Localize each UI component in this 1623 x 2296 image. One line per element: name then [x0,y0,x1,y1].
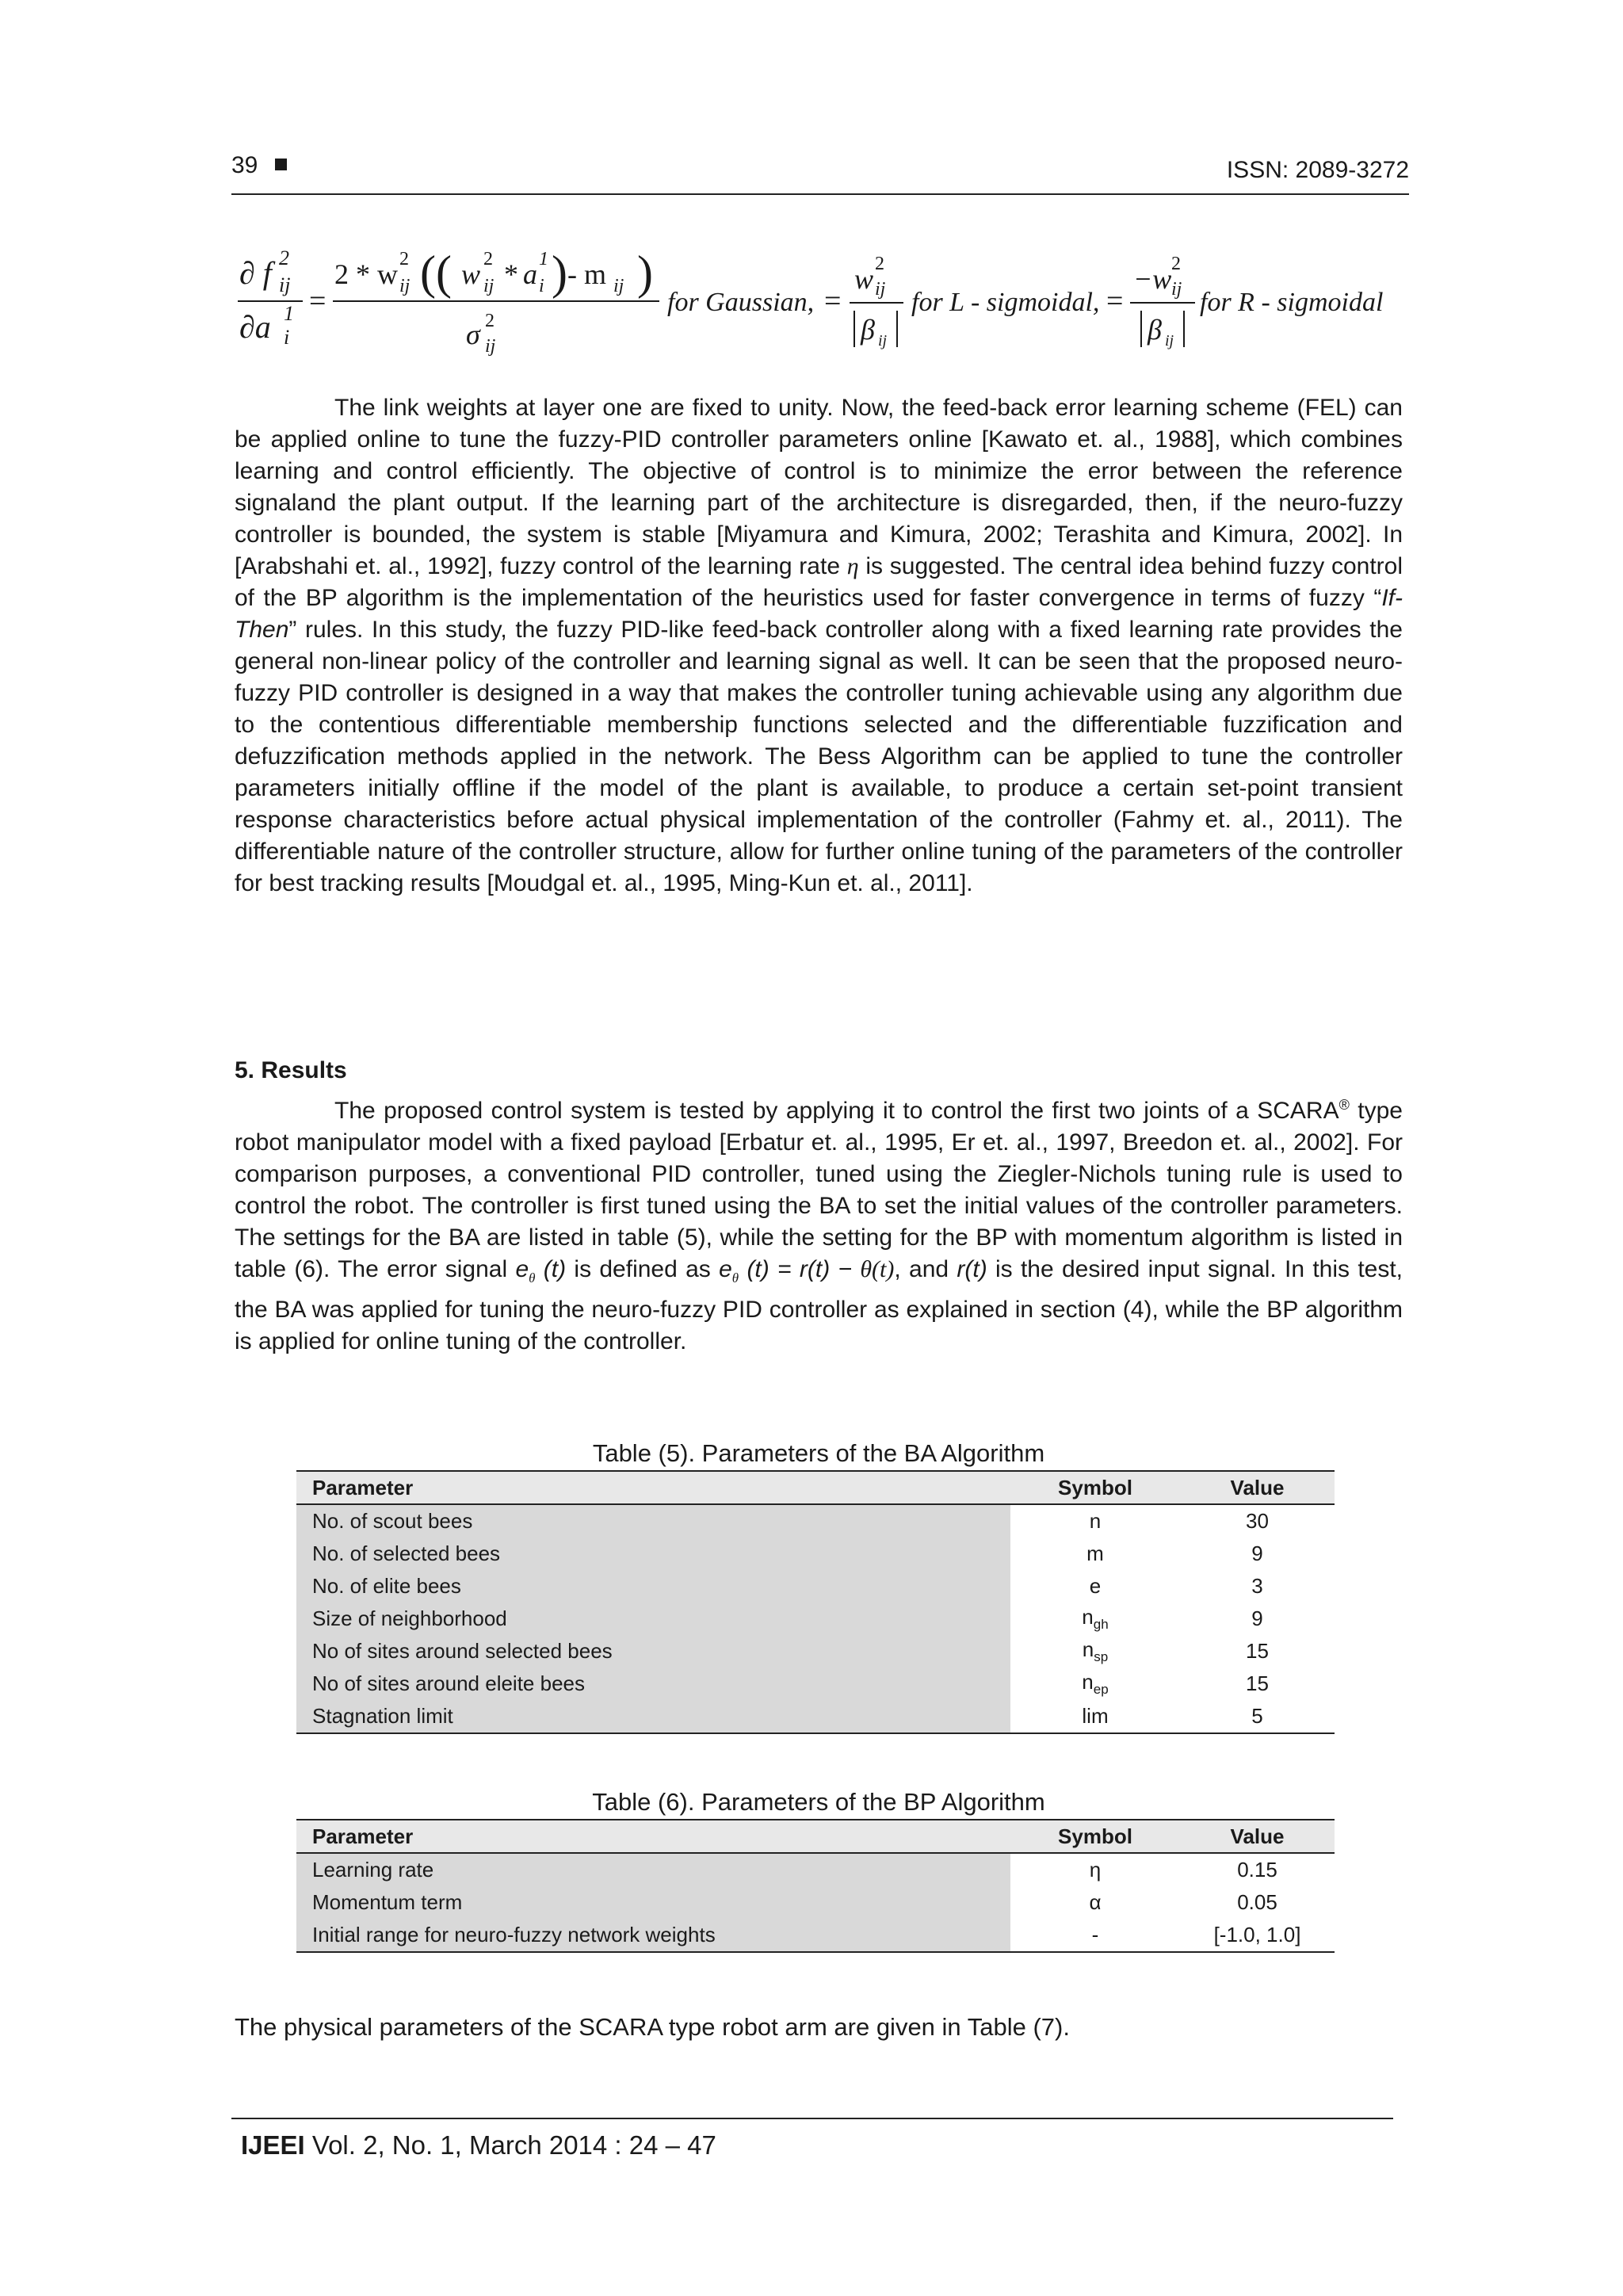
eq-lhs-numerator: ∂ f [239,255,272,291]
journal-issue: Vol. 2, No. 1, March 2014 : 24 – 47 [304,2130,716,2160]
col-symbol: Symbol [1010,1471,1180,1504]
eq-lhs-sub: ij [279,273,291,296]
if-then-term: If-Then [235,585,1403,643]
eq-r-sigmoidal-label: for R - sigmoidal [1200,288,1384,317]
eq-a: a [523,258,537,290]
eq-paren-close1: ) [552,246,567,299]
table-row [296,1886,1335,1919]
table-row [296,1504,1335,1538]
eq-paren-open: (( [420,246,452,299]
table-row [296,1853,1335,1886]
eq-lhs-denominator: ∂a [239,309,271,345]
eq-sigma-sub: ij [485,336,496,357]
col-parameter: Parameter [296,1471,1010,1504]
table-row [296,1919,1335,1952]
cell-value: 15 [1246,1671,1269,1695]
square-bullet-icon [275,159,287,170]
eq-minus-m: - m [567,258,606,290]
cell-symbol: e [1089,1574,1102,1598]
cell-value: 5 [1180,1700,1335,1733]
eq-frac2-den-sub: ij [878,332,888,350]
table-row [296,1635,1335,1668]
cell-param: Size of neighborhood [296,1603,1010,1635]
col-value: Value [1180,1820,1335,1853]
eq-a-sub: i [539,276,544,296]
closing-sentence: The physical parameters of the SCARA type robot arm are given in Table (7). [235,2013,1070,2041]
cell-symbol: - [1010,1919,1180,1952]
cell-value: 15 [1246,1639,1269,1663]
eq-frac1-sup: 2 [399,249,409,269]
eq-frac3-sup: 2 [1171,254,1181,274]
cell-value: 0.15 [1237,1858,1277,1881]
eq-lhs-den-sub: i [284,326,290,349]
eq-sigma: σ [466,319,480,350]
eta-symbol: η [846,553,859,579]
eq-l-sigmoidal-label: for L - sigmoidal, [911,288,1100,317]
eq-paren-close2: ) [637,246,653,299]
error-signal: $e_\theta$ (t) [515,1256,567,1286]
cell-symbol: lim [1010,1700,1180,1733]
desired-signal: r(t) [957,1256,987,1282]
cell-param: No of sites around selected bees [296,1635,1010,1668]
cell-symbol: $n_{ep}$ [1082,1669,1109,1698]
eq-frac2-sup: 2 [875,254,884,274]
cell-param: No. of selected bees [296,1538,1010,1570]
cell-symbol: α [1089,1890,1102,1914]
eq-a-sup: 1 [539,249,548,269]
table-ba-parameters [296,1470,1335,1734]
eq-frac3-den: β [1148,314,1162,346]
cell-symbol: m [1086,1541,1104,1565]
eq-frac2-sub: ij [875,279,886,300]
cell-value: 9 [1251,1606,1263,1630]
cell-symbol: n [1089,1509,1102,1533]
cell-param: Stagnation limit [296,1700,1010,1733]
page-header [231,151,1409,195]
cell-value: [-1.0, 1.0] [1180,1919,1335,1952]
eq-equals-1: = [309,285,327,318]
table-header-row [296,1820,1335,1853]
journal-name: IJEEI [241,2130,305,2160]
eq-gaussian-label: for Gaussian, [667,288,815,317]
eq-frac3-num: −w [1133,263,1172,295]
section-title-results: 5. Results [235,1057,347,1083]
eq-frac1-sub: ij [399,276,411,296]
cell-param: No. of elite bees [296,1570,1010,1603]
col-value: Value [1180,1471,1335,1504]
error-definition: $e_\theta$ (t) = r(t) − θ(t) [719,1256,895,1286]
eq-lhs-sup: 2 [279,246,289,269]
eq-frac1-num: 2 * w [334,258,398,290]
equation [231,228,1420,363]
eq-equals-3: = [1106,285,1124,318]
cell-value: 3 [1251,1574,1263,1598]
eq-w-sub: ij [483,276,495,296]
page-footer [231,2118,1393,2160]
issn: ISSN: 2089-3272 [1226,157,1409,183]
eq-frac3-den-sub: ij [1165,332,1174,350]
eq-frac2-num: w [854,263,874,295]
cell-param: Momentum term [296,1886,1010,1919]
eq-frac2-den: β [861,314,875,346]
registered-mark: ® [1338,1097,1350,1113]
cell-param: Initial range for neuro-fuzzy network weights [296,1919,1010,1952]
table-row [296,1700,1335,1733]
col-parameter: Parameter [296,1820,1010,1853]
cell-symbol: η [1089,1858,1102,1881]
cell-symbol: $n_{gh}$ [1082,1604,1109,1633]
eq-frac3-sub: ij [1171,279,1182,300]
eq-m-sub: ij [613,276,624,296]
paragraph-1: The link weights at layer one are fixed to unity. Now, the feed-back error learning scheme (FEL) can be applied online to tune the fuzzy-PID controller parameters online [Kawato et. al., 1988], which combines learning and control efficiently. The objective of control is to minimize the error between the reference signaland the plant output. If the learning part of the architecture is disregarded, then, if the neuro-fuzzy controller is bounded, the system is stable [Miyamura and Kimura, 2002; Terashita and Kimura, 2002]. In [Arabshahi et. al., 1992], fuzzy control of the learning rate η is suggested. The central idea behind fuzzy control of the BP algorithm is the implementation of the heuristics used for faster convergence in terms of fuzzy “If-Then” rules. In this study, the fuzzy PID-like feed-back controller along with a fixed learning rate provides the general non-linear policy of the controller and learning signal as well. It can be seen that the proposed neuro-fuzzy PID controller is designed in a way that makes the controller tuning achievable using any algorithm due to the contentious differentiable membership functions selected and the differentiable fuzzification and defuzzification methods applied in the network. The Bess Algorithm can be applied to tune the controller parameters initially offline if the model of the plant is available, to produce a certain set-point transient response characteristics before actual physical implementation of the controller (Fahmy et. al., 2011). The differentiable nature of the controller structure, allow for further online tuning of the parameters of the controller for best tracking results [Moudgal et. al., 1995, Ming-Kun et. al., 2011]. [235,395,1403,896]
table-row [296,1570,1335,1603]
eq-equals-2: = [824,285,842,318]
cell-symbol: $n_{sp}$ [1082,1637,1109,1665]
table5-caption: Table (5). Parameters of the BA Algorithm [592,1439,1045,1467]
table6-caption: Table (6). Parameters of the BP Algorithm [592,1788,1045,1816]
eq-sigma-sup: 2 [485,311,495,331]
table-bp-parameters [296,1819,1335,1953]
table-row [296,1668,1335,1700]
table-header-row [296,1471,1335,1504]
eq-w-sup: 2 [483,249,493,269]
col-symbol: Symbol [1010,1820,1180,1853]
cell-param: Learning rate [296,1853,1010,1886]
eq-star: * [504,258,518,290]
page-number: 39 [231,152,287,179]
paragraph-results: The proposed control system is tested by applying it to control the first two joints of a SCARA® type robot manipulator model with a fixed payload [Erbatur et. al., 1995, Er et. al., 1997, Breedon et. al., 2002]. For comparison purposes, a conventional PID controller, tuned using the Ziegler-Nichols tuning rule is used to control the robot. The controller is first tuned using the BA to set the initial values of the controller parameters. The settings for the BA are listed in table (5), while the setting for the BP with momentum algorithm is listed in table (6). The error signal $e_\theta$ (t) is defined as $e_\theta$ (t) = r(t) − θ(t), and r(t) is the desired input signal. In this test, the BA was applied for tuning the neuro-fuzzy PID controller as explained in section (4), while the BP algorithm is applied for online tuning of the controller. [235,1097,1403,1354]
cell-param: No. of scout bees [296,1504,1010,1538]
eq-w: w [461,258,481,290]
eq-lhs-den-sup: 1 [284,302,294,325]
cell-param: No of sites around eleite bees [296,1668,1010,1700]
cell-value: 0.05 [1237,1890,1277,1914]
cell-value: 30 [1246,1509,1269,1533]
table-row [296,1603,1335,1635]
table-row [296,1538,1335,1570]
cell-value: 9 [1251,1541,1263,1565]
